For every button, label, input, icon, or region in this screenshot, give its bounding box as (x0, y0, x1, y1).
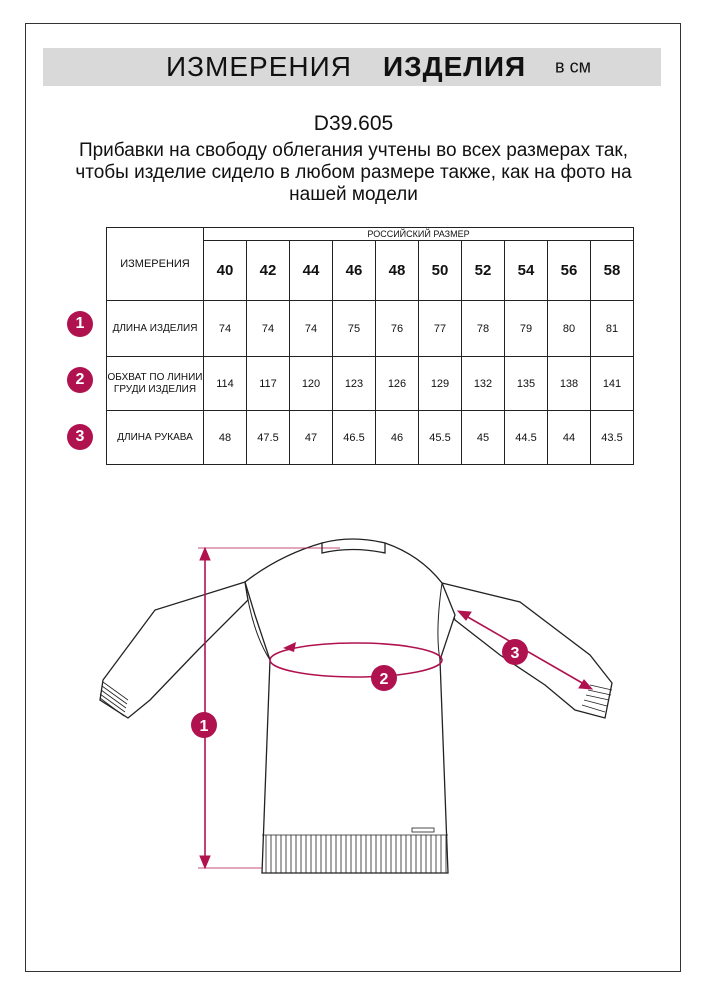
svg-text:3: 3 (510, 645, 520, 662)
label-tag (412, 828, 434, 832)
value-cell: 74 (247, 301, 290, 357)
article-code: D39.605 (313, 112, 394, 135)
table-row (107, 357, 634, 411)
size-group-header: РОССИЙСКИЙ РАЗМЕР (204, 228, 634, 241)
value-cell: 141 (591, 357, 634, 411)
value-cell: 81 (591, 301, 634, 357)
garment-diagram (0, 500, 707, 880)
value-cell: 79 (505, 301, 548, 357)
value-cell: 126 (376, 357, 419, 411)
value-cell: 74 (290, 301, 333, 357)
row-badge-1: 1 (67, 311, 93, 337)
table-row (107, 411, 634, 465)
row-label: ДЛИНА ИЗДЕЛИЯ (107, 301, 204, 357)
header-bar (43, 48, 661, 86)
value-cell: 45.5 (419, 411, 462, 465)
value-cell: 47.5 (247, 411, 290, 465)
diagram-marker-3 (502, 639, 528, 665)
value-cell: 43.5 (591, 411, 634, 465)
value-cell: 138 (548, 357, 591, 411)
intro-text: Прибавки на свободу облегания учтены во всех размерах так, чтобы изделие сидело в любом размере также, как на фото на нашей модели (75, 140, 632, 205)
value-cell: 114 (204, 357, 247, 411)
value-cell: 75 (333, 301, 376, 357)
row-label: ДЛИНА РУКАВА (107, 411, 204, 465)
size-table (106, 227, 634, 465)
header-title-part2: ИЗДЕЛИЯ (383, 51, 527, 82)
svg-text:1: 1 (199, 718, 209, 735)
size-cell: 56 (548, 241, 591, 301)
row-badge-2: 2 (67, 367, 93, 393)
size-cell: 42 (247, 241, 290, 301)
header-unit: в см (555, 56, 591, 77)
size-cell: 46 (333, 241, 376, 301)
value-cell: 46 (376, 411, 419, 465)
value-cell: 47 (290, 411, 333, 465)
size-cell: 54 (505, 241, 548, 301)
value-cell: 46.5 (333, 411, 376, 465)
value-cell: 45 (462, 411, 505, 465)
value-cell: 123 (333, 357, 376, 411)
value-cell: 135 (505, 357, 548, 411)
size-cell: 40 (204, 241, 247, 301)
value-cell: 129 (419, 357, 462, 411)
size-cell: 44 (290, 241, 333, 301)
value-cell: 76 (376, 301, 419, 357)
svg-text:2: 2 (379, 671, 389, 688)
value-cell: 132 (462, 357, 505, 411)
value-cell: 80 (548, 301, 591, 357)
sweater-outline (100, 539, 612, 873)
size-cell: 52 (462, 241, 505, 301)
table-row (107, 301, 634, 357)
value-cell: 120 (290, 357, 333, 411)
row-badge-3: 3 (67, 424, 93, 450)
value-cell: 44.5 (505, 411, 548, 465)
value-cell: 117 (247, 357, 290, 411)
value-cell: 77 (419, 301, 462, 357)
value-cell: 48 (204, 411, 247, 465)
value-cell: 78 (462, 301, 505, 357)
diagram-marker-2 (371, 665, 397, 691)
value-cell: 44 (548, 411, 591, 465)
size-cell: 48 (376, 241, 419, 301)
size-cell: 58 (591, 241, 634, 301)
measure-header: ИЗМЕРЕНИЯ (107, 228, 204, 301)
diagram-marker-1 (191, 712, 217, 738)
value-cell: 74 (204, 301, 247, 357)
size-cell: 50 (419, 241, 462, 301)
row-label: ОБХВАТ ПО ЛИНИИ ГРУДИ ИЗДЕЛИЯ (107, 357, 204, 411)
header-title-part1: ИЗМЕРЕНИЯ (166, 51, 352, 82)
